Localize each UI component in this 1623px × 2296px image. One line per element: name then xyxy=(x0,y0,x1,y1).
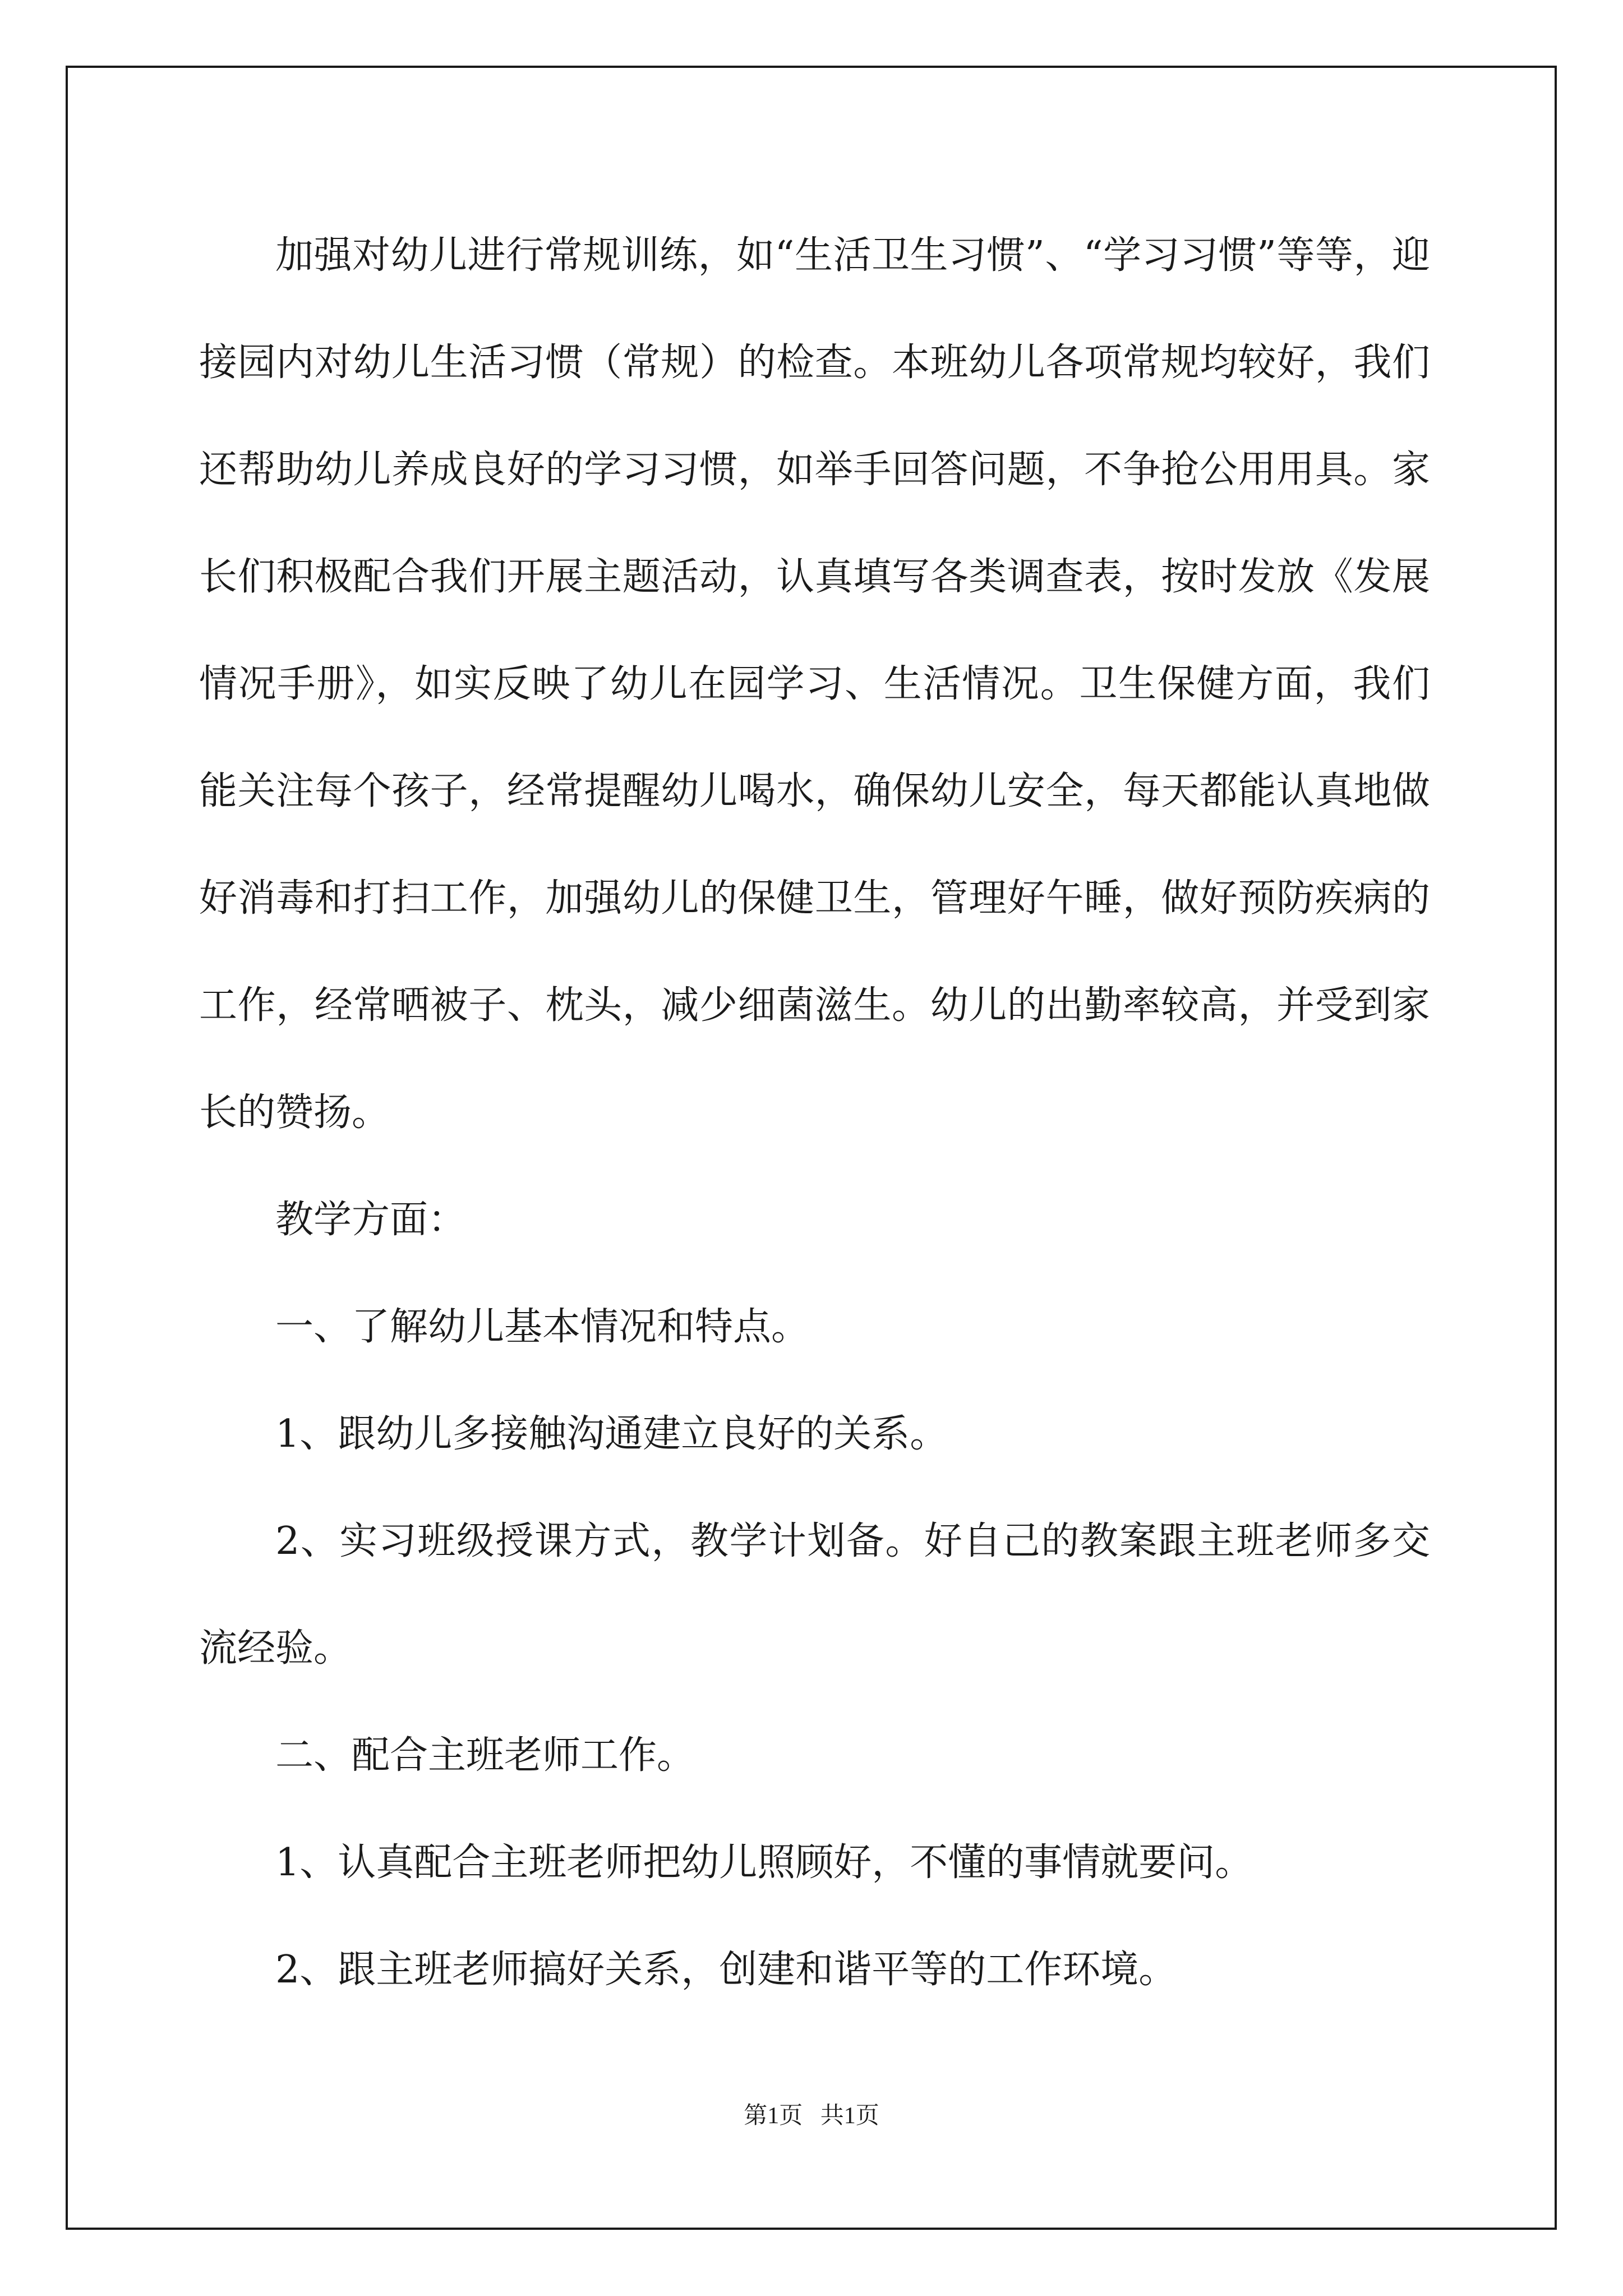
paragraph-teaching-heading: 教学方面： xyxy=(275,1198,467,1242)
paragraph-item-1-2: 2、实习班级授课方式，教学计划备。好自己的教案跟主班老师多交流经验。 xyxy=(199,1519,1430,1671)
document-body xyxy=(199,202,1430,2023)
paragraph-section-two: 二、配合主班老师工作。 xyxy=(275,1733,695,1778)
paragraph-item-2-1: 1、认真配合主班老师把幼儿照顾好，不懂的事情就要问。 xyxy=(275,1841,1253,1885)
paragraph-item-1-1: 1、跟幼儿多接触沟通建立良好的关系。 xyxy=(275,1412,948,1456)
page-number-footer: 第1页 共1页 xyxy=(744,2103,879,2129)
paragraph-item-2-2: 2、跟主班老师搞好关系，创建和谐平等的工作环境。 xyxy=(275,1948,1177,1992)
paragraph-section-one: 一、了解幼儿基本情况和特点。 xyxy=(275,1305,810,1349)
paragraph-hygiene-habits: 加强对幼儿进行常规训练，如“生活卫生习惯”、“学习习惯”等等，迎接园内对幼儿生活习惯（常规）的检查。本班幼儿各项常规均较好，我们还帮助幼儿养成良好的学习习惯，如举手回答问题，不争抢公用用具。家长们积极配合我们开展主题活动，认真填写各类调查表，按时发放《发展情况手册》，如实反映了幼儿在园学习、生活情况。卫生保健方面，我们能关注每个孩子，经常提醒幼儿喝水，确保幼儿安全，每天都能认真地做好消毒和打扫工作，加强幼儿的保健卫生，管理好午睡，做好预防疾病的工作，经常晒被子、枕头，减少细菌滋生。幼儿的出勤率较高，并受到家长的赞扬。 xyxy=(199,233,1430,1135)
